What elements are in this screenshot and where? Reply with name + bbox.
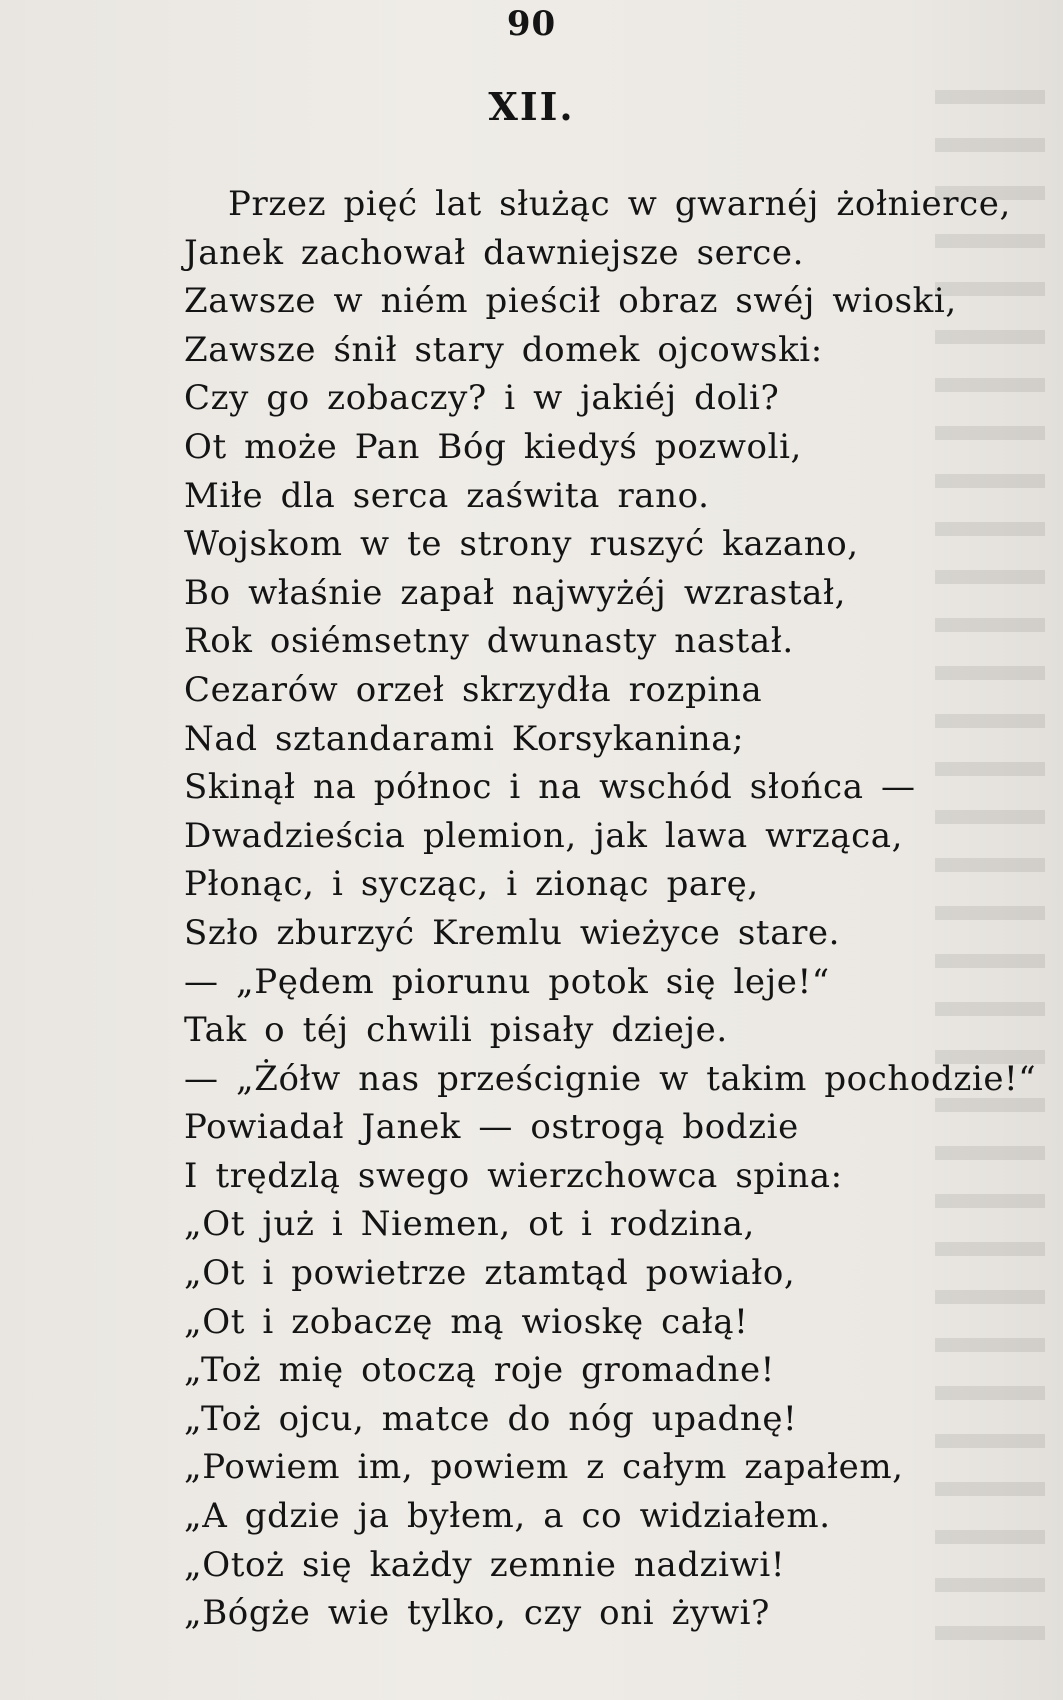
poem-line: Powiadał Janek — ostrogą bodzie: [184, 1107, 799, 1148]
poem-line: Skinął na północ i na wschód słońca —: [184, 767, 916, 808]
poem-line: Dwadzieścia plemion, jak lawa wrząca,: [184, 815, 904, 856]
poem-line: „Toż mię otoczą roje gromadne!: [184, 1350, 775, 1391]
poem-line: Ot może Pan Bóg kiedyś pozwoli,: [184, 426, 802, 467]
poem-line: Wojskom w te strony ruszyć kazano,: [184, 524, 859, 565]
poem-line: Miłe dla serca zaświta rano.: [184, 475, 710, 516]
poem-line: Czy go zobaczy? i w jakiéj doli?: [184, 378, 780, 419]
poem-stanza: [184, 180, 1036, 1638]
poem-line: Cezarów orzeł skrzydła rozpina: [184, 669, 763, 710]
poem-line: „Otoż się każdy zemnie nadziwi!: [184, 1544, 786, 1585]
poem-line: „Bógże wie tylko, czy oni żywi?: [184, 1593, 770, 1634]
poem-line: Płonąc, i sycząc, i zionąc parę,: [184, 864, 759, 905]
poem-line: I trędzlą swego wierzchowca spina:: [184, 1155, 843, 1196]
poem-line: „Ot i powietrze ztamtąd powiało,: [184, 1253, 796, 1294]
poem-line: Nad sztandarami Korsykanina;: [184, 718, 745, 759]
poem-line: „Ot i zobaczę mą wioskę całą!: [184, 1301, 749, 1342]
poem-line: „Toż ojcu, matce do nóg upadnę!: [184, 1398, 798, 1439]
poem-line: „Ot już i Niemen, ot i rodzina,: [184, 1204, 755, 1245]
poem-line: Zawsze śnił stary domek ojcowski:: [184, 329, 823, 370]
poem-line: Tak o téj chwili pisały dzieje.: [184, 1010, 728, 1051]
poem-line: Szło zburzyć Kremlu wieżyce stare.: [184, 912, 841, 953]
section-numeral: XII.: [488, 84, 575, 129]
poem-line: Janek zachował dawniejsze serce.: [184, 232, 804, 273]
poem-line: Zawsze w niém pieścił obraz swéj wioski,: [184, 281, 957, 322]
poem-line: Przez pięć lat służąc w gwarnéj żołnierce,: [228, 184, 1011, 224]
poem-line: — „Pędem piorunu potok się leje!“: [184, 961, 830, 1002]
page-number: 90: [506, 4, 557, 44]
poem-line: „A gdzie ja byłem, a co widziałem.: [184, 1496, 831, 1537]
poem-line: „Powiem im, powiem z całym zapałem,: [184, 1447, 904, 1488]
poem-line: — „Żółw nas prześcignie w takim pochodzie!“: [184, 1058, 1037, 1099]
poem-line: Rok osiémsetny dwunasty nastał.: [184, 621, 794, 662]
poem-line: Bo właśnie zapał najwyżéj wzrastał,: [184, 572, 847, 613]
